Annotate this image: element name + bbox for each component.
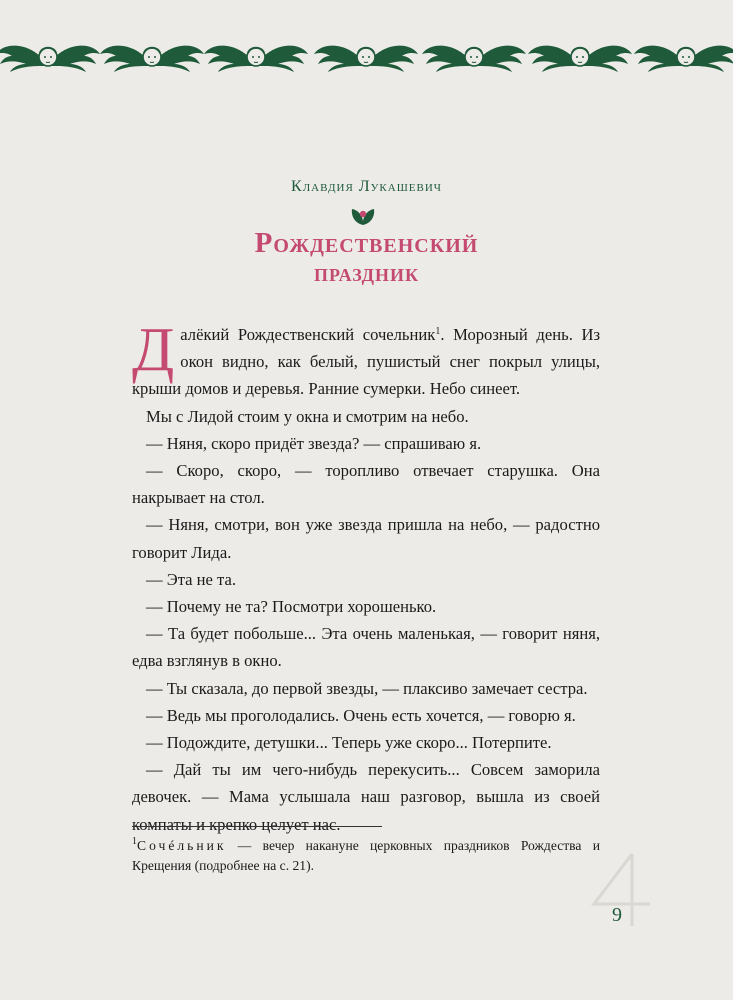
paragraph: — Дай ты им чего-нибудь перекусить... Совсем заморила девочек. — Мама услышала наш разговор, вышла из своей компаты и крепко целует нас. — [132, 760, 600, 834]
drop-cap: Д — [132, 316, 175, 384]
angel-ornament-5 — [422, 46, 526, 72]
paragraph: — Эта не та. — [146, 569, 237, 589]
angel-ornament-2 — [100, 46, 204, 72]
title-line-1: Рождественский — [254, 227, 479, 259]
author-name: Клавдия Лукашевич — [291, 178, 442, 195]
paragraph: — Скоро, скоро, — торопливо отвечает старушка. Она накрывает на стол. — [132, 461, 600, 508]
angel-ornament-band — [0, 40, 733, 80]
leaf-icon — [350, 207, 376, 227]
paragraph: — Подождите, детушки... Теперь уже скоро... Потерпите. — [146, 733, 552, 753]
paragraph: Мы с Лидой стоим у окна и смотрим на небо. — [146, 406, 469, 426]
angel-ornament-1 — [0, 46, 100, 72]
footnote-divider — [132, 826, 382, 827]
page-number: 9 — [612, 904, 622, 926]
angel-ornament-6 — [528, 46, 632, 72]
angel-ornament-4 — [314, 46, 418, 72]
first-paragraph — [132, 316, 601, 403]
decorative-glyph — [588, 850, 658, 930]
paragraph: — Няня, скоро придёт звезда? — спрашиваю я. — [146, 433, 482, 453]
first-paragraph-end: . Морозный день. Из окон видно, как белый, пушистый снег покрыл улицы, крыши домов и деревья. Ранние сумерки. Небо синеет. — [132, 325, 601, 399]
paragraph: — Ведь мы проголодались. Очень есть хочется, — говорю я. — [146, 705, 576, 725]
title-line-2: праздник — [313, 258, 420, 287]
story-title — [0, 228, 733, 288]
angel-ornament-3 — [204, 46, 308, 72]
paragraph: — Ты сказала, до первой звезды, — плаксиво замечает сестра. — [146, 678, 588, 698]
story-text — [132, 316, 601, 838]
first-paragraph-start: алёкий Рождественский сочельник — [180, 325, 436, 344]
paragraph: — Почему не та? Посмотри хорошенько. — [146, 597, 437, 617]
paragraph: — Няня, смотри, вон уже звезда пришла на небо, — радостно говорит Лида. — [132, 515, 600, 562]
angel-ornament-7 — [634, 46, 733, 72]
paragraph: — Та будет побольше... Эта очень маленькая, — говорит няня, едва взглянув в окно. — [132, 624, 600, 671]
footnote-term: Сочéльник — [137, 838, 227, 853]
footnote-marker: 1 — [132, 836, 137, 847]
footnote-reference: 1 — [435, 326, 441, 337]
footnote-text: — вечер накануне церковных праздников Рождества и Крещения (подробнее на с. 21). — [132, 838, 600, 873]
footnote — [132, 836, 600, 876]
